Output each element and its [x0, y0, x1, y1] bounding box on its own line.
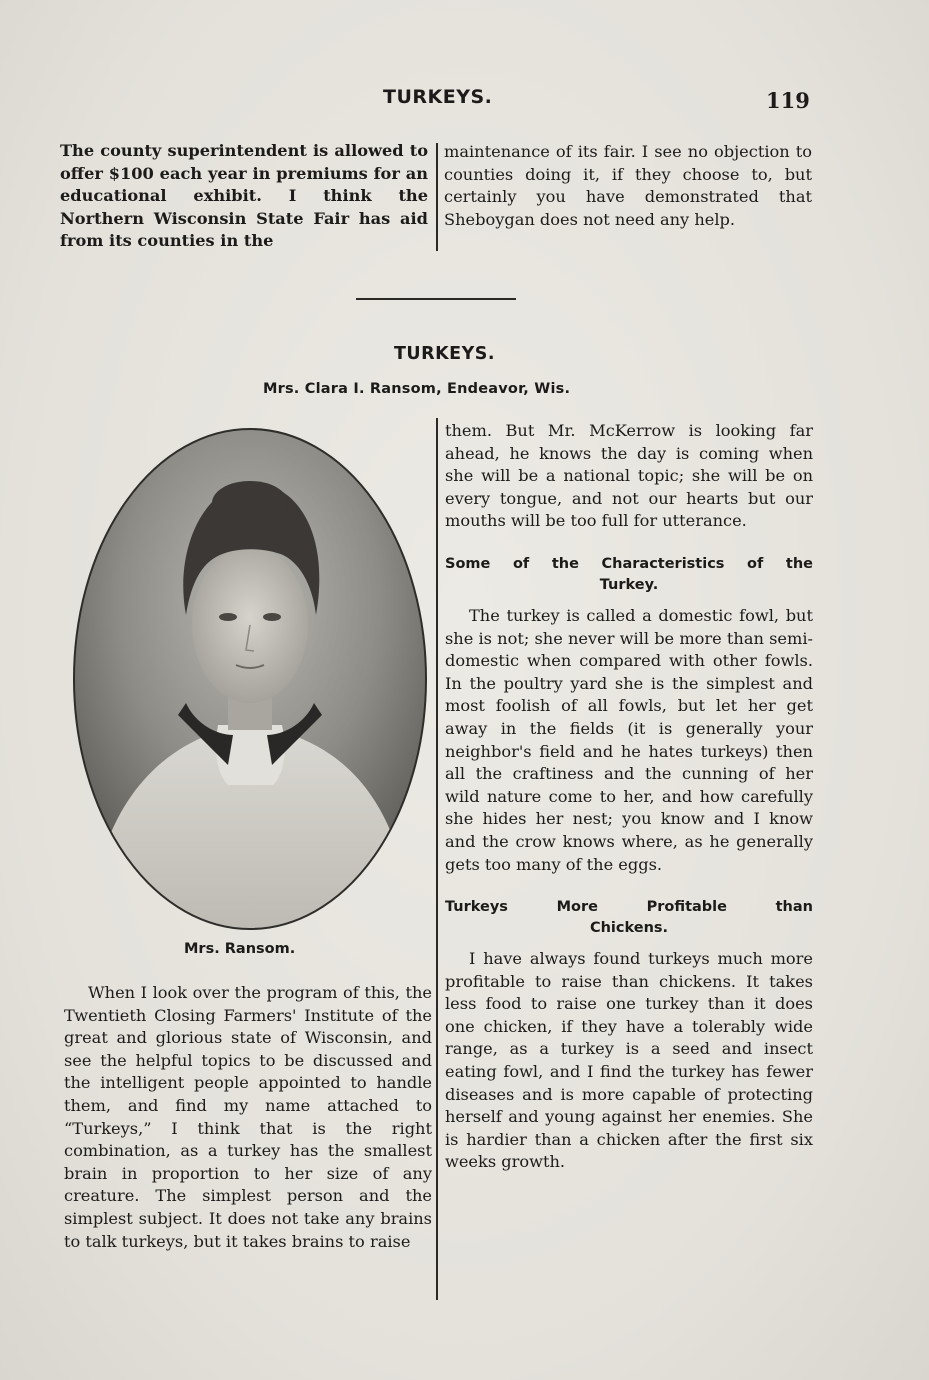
section2-heading-line2: Chickens.	[589, 920, 669, 937]
page-number: 119	[766, 88, 810, 113]
section2-paragraph: I have always found turkeys much more profitable to raise than chickens. It takes less food to raise one turkey than it does one chicken, if they have a tolerably wide range, as a turkey is a seed and insect eating fowl, and I find the turkey has fewer diseases and is more capable of protecting herself and young against her enemies. She is hardier than a chicken after the first six weeks growth.	[445, 949, 813, 1172]
section1-paragraph: The turkey is called a domestic fowl, but she is not; she never will be more than semi-domestic when compared with other fowls. In the poultry yard she is the simplest and most foolish of all fowls, but let her get away in the fields (it is generally your neighbor's field and he hates turkeys) then all the craftiness and the cunning of her wild nature come to her, and how carefully she hides her nest; you know and I know and the crow knows where, as he generally gets too many of the eggs.	[445, 605, 813, 874]
intro-paragraph: When I look over the program of this, the Twentieth Closing Farmers' Institute of the great and glorious state of Wisconsin, and see the helpful topics to be discussed and the intelligent people appointed to handle them, and find my name attached to “Turkeys,” I think that is the right combination, as a turkey has the smallest brain in proportion to her size of any creature. The simplest person and the simplest subject. It does not take any brains to talk turkeys, but it takes brains to raise	[64, 983, 432, 1251]
article-byline: Mrs. Clara I. Ransom, Endeavor, Wis.	[263, 381, 571, 397]
right-column	[445, 420, 813, 1174]
prev-article-left-text: The county superintendent is allowed to offer $100 each year in premiums for an educational exhibit. I think the Northern Wisconsin State Fair has aid from its counties in the	[60, 141, 428, 251]
column-divider-main	[436, 418, 438, 1300]
article-title: TURKEYS.	[394, 344, 496, 364]
continuation-paragraph: them. But Mr. McKerrow is looking far ahead, he knows the day is coming when she will be a national topic; she will be on every tongue, and not our hearts but our mouths will be too full for utterance.	[445, 421, 813, 531]
prev-article-right-text: maintenance of its fair. I see no objection to counties doing it, if they choose to, but certainly you have demonstrated that Sheboygan does not need any help.	[444, 142, 812, 229]
prev-article-right-column	[444, 141, 812, 231]
intro-column	[64, 982, 432, 1253]
portrait-photo	[68, 425, 432, 933]
section2-heading-line1: Turkeys More Profitable than	[445, 899, 813, 916]
photo-caption: Mrs. Ransom.	[184, 941, 296, 957]
section1-heading-line1: Some of the Characteristics of the	[445, 555, 813, 572]
section-separator-rule	[356, 298, 516, 300]
prev-article-left-column	[60, 140, 428, 253]
section1-heading-line2: Turkey.	[599, 576, 659, 593]
running-head-title: TURKEYS.	[383, 86, 493, 108]
column-divider-top	[436, 143, 438, 251]
